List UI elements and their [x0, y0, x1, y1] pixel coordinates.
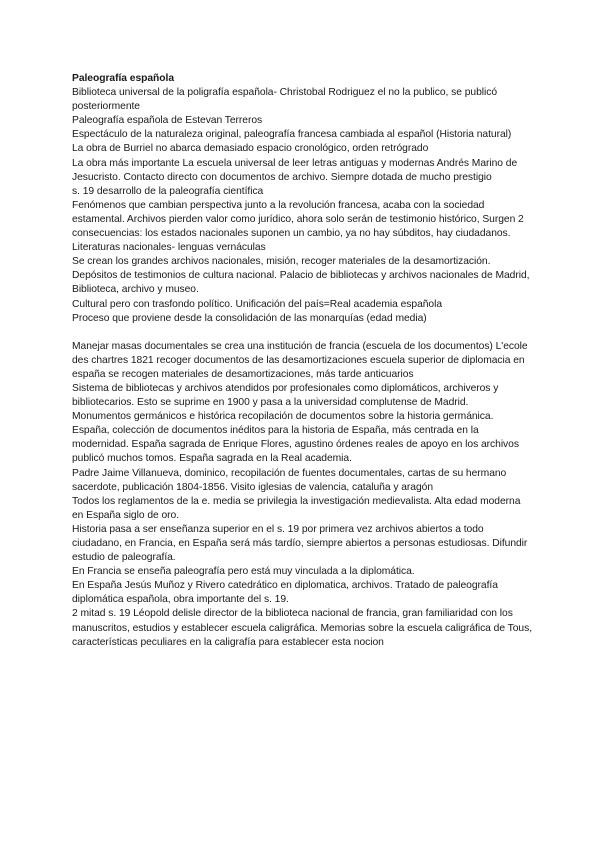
paragraph: En España Jesús Muñoz y Rivero catedrático en diplomatica, archivos. Tratado de paleografía diplomática española, obra importante del s. 19. [72, 580, 498, 606]
paragraph: Literaturas nacionales- lenguas vernáculas [72, 242, 266, 254]
paragraph: La obra más importante La escuela universal de leer letras antiguas y modernas Andrés Marino de Jesucristo. Contacto directo con documentos de archivo. Siempre dotada de mucho prestigio [72, 157, 518, 183]
paragraph: Historia pasa a ser enseñanza superior en el s. 19 por primera vez archivos abiertos a todo ciudadano, en Francia, en España será más tardío, siempre abiertos a personas estudiosas. Difundir estudio de paleografía. [72, 523, 528, 564]
paragraph-spacer [72, 326, 534, 340]
paragraph: Biblioteca universal de la poligrafía española- Christobal Rodriguez el no la publico, se publicó posteriormente [72, 87, 498, 113]
paragraph: Fenómenos que cambian perspectiva junto a la revolución francesa, acaba con la sociedad estamental. Archivos pierden valor como jurídico, ahora solo serán de testimonio histórico, Surgen 2 consecuencias: los estados nacionales suponen un cambio, ya no hay súbditos, hay ciudadanos. [72, 199, 524, 240]
paragraph: Proceso que proviene desde la consolidación de las monarquías (edad media) [72, 312, 427, 324]
paragraph: La obra de Burriel no abarca demasiado espacio cronológico, orden retrógrado [72, 143, 429, 155]
paragraph: En Francia se enseña paleografía pero está muy vinculada a la diplomática. [72, 566, 415, 578]
paragraph: Paleografía española de Estevan Terreros [72, 115, 263, 127]
paragraph: Sistema de bibliotecas y archivos atendidos por profesionales como diplomáticos, archiveros y bibliotecarios. Esto se suprime en 1900 y pasa a la universidad complutense de Madrid. [72, 382, 499, 409]
document-page [72, 72, 534, 650]
document-title: Paleografía española [72, 73, 175, 84]
paragraph: s. 19 desarrollo de la paleografía científica [72, 185, 264, 197]
paragraph: Espectáculo de la naturaleza original, paleografía francesa cambiada al español (Historia natural) [72, 129, 512, 141]
paragraph: Se crean los grandes archivos nacionales, misión, recoger materiales de la desamortización. Depósitos de testimonios de cultura nacional. Palacio de bibliotecas y archivos nacionales de Madrid, Biblioteca, archivo y museo. [72, 256, 530, 296]
paragraph: 2 mitad s. 19 Léopold delisle director de la biblioteca nacional de francia, gran familiaridad con los manuscritos, estudios y establecer escuela caligráfica. Memorias sobre la escuela caligráfica de Tous, características peculiares en la caligrafía para establecer esta nocion [72, 608, 533, 648]
paragraph: Todos los reglamentos de la e. media se privilegia la investigación medievalista. Alta edad moderna en España siglo de oro. [72, 495, 521, 521]
paragraph: Manejar masas documentales se crea una institución de francia (escuela de los documentos) L'ecole des chartres 1821 recoger documentos de las desamortizaciones escuela superior de diplomacia en españa se recogen materiales de desamortizaciones, más tarde anticuarios [72, 340, 528, 380]
paragraph: España, colección de documentos inéditos para la historia de España, más centrada en la modernidad. España sagrada de Enrique Flores, agustino órdenes reales de apoyo en los archivos publicó muchos tomos. España sagrada en la Real academia. [72, 425, 519, 465]
paragraph: Cultural pero con trasfondo político. Unificación del país=Real academia española [72, 298, 443, 310]
paragraph: Monumentos germánicos e histórica recopilación de documentos sobre la historia germánica. [72, 411, 494, 423]
paragraph: Padre Jaime Villanueva, dominico, recopilación de fuentes documentales, cartas de su hermano sacerdote, publicación 1804-1856. Visito iglesias de valencia, cataluña y aragón [72, 467, 507, 493]
